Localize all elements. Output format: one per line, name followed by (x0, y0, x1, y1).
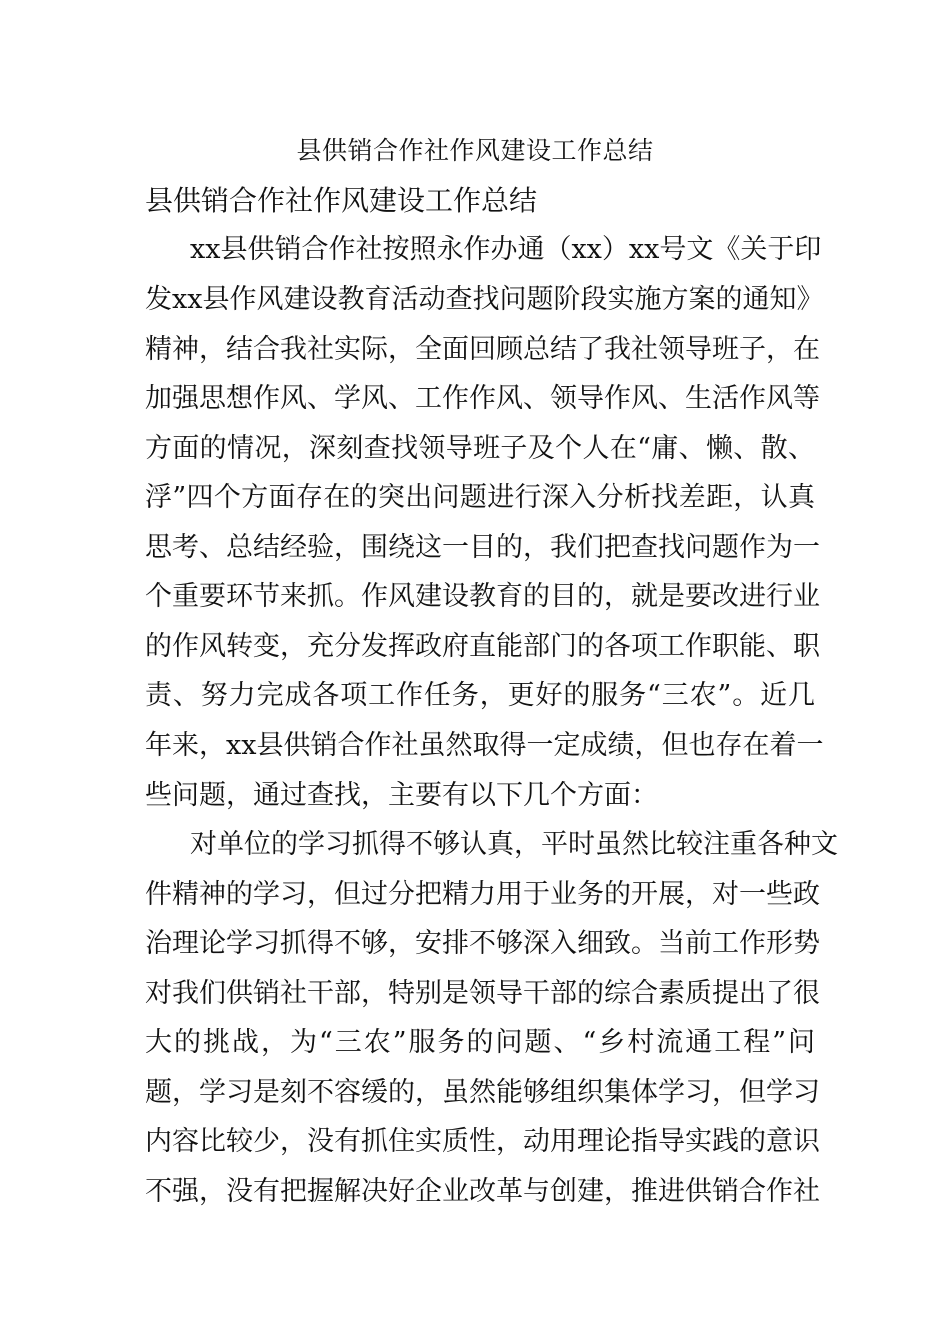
paragraph-1-line: 责、努力完成各项工作任务，更好的服务“三农”。近几 (145, 680, 815, 711)
paragraph-1-line: 些问题，通过查找，主要有以下几个方面： (145, 780, 658, 811)
paragraph-2-line: 题，学习是刻不容缓的，虽然能够组织集体学习，但学习 (145, 1077, 820, 1108)
paragraph-1-line: xx县供销合作社按照永作办通（xx）xx号文《关于印 (190, 234, 822, 265)
document-subtitle: 县供销合作社作风建设工作总结 (145, 184, 538, 217)
paragraph-2-line: 对我们供销社干部，特别是领导干部的综合素质提出了很 (145, 978, 820, 1009)
paragraph-1-line: 个重要环节来抓。作风建设教育的目的，就是要改进行业 (145, 581, 820, 612)
paragraph-1-line: 思考、总结经验，围绕这一目的，我们把查找问题作为一 (145, 532, 820, 563)
paragraph-2-line: 治理论学习抓得不够，安排不够深入细致。当前工作形势 (145, 928, 820, 959)
document-title: 县供销合作社作风建设工作总结 (296, 136, 654, 165)
paragraph-2-line: 对单位的学习抓得不够认真，平时虽然比较注重各种文 (190, 829, 838, 860)
paragraph-1-line: 的作风转变，充分发挥政府直能部门的各项工作职能、职 (145, 631, 820, 662)
paragraph-2-line: 内容比较少，没有抓住实质性，动用理论指导实践的意识 (145, 1126, 820, 1157)
paragraph-1-line: 精神，结合我社实际，全面回顾总结了我社领导班子，在 (145, 334, 820, 365)
paragraph-2-line: 大的挑战，为“三农”服务的问题、“乡村流通工程”问 (145, 1027, 815, 1058)
paragraph-2-line: 不强，没有把握解决好企业改革与创建，推进供销合作社 (145, 1176, 820, 1207)
paragraph-1-line: 年来，xx县供销合作社虽然取得一定成绩，但也存在着一 (145, 730, 824, 761)
paragraph-1-line: 发xx县作风建设教育活动查找问题阶段实施方案的通知》 (145, 284, 824, 315)
paragraph-1-line: 加强思想作风、学风、工作作风、领导作风、生活作风等 (145, 383, 820, 414)
paragraph-1-line: 方面的情况，深刻查找领导班子及个人在“庸、懒、散、 (145, 433, 815, 464)
paragraph-2-line: 件精神的学习，但过分把精力用于业务的开展，对一些政 (145, 879, 820, 910)
paragraph-1-line: 浮”四个方面存在的突出问题进行深入分析找差距，认真 (145, 482, 815, 513)
